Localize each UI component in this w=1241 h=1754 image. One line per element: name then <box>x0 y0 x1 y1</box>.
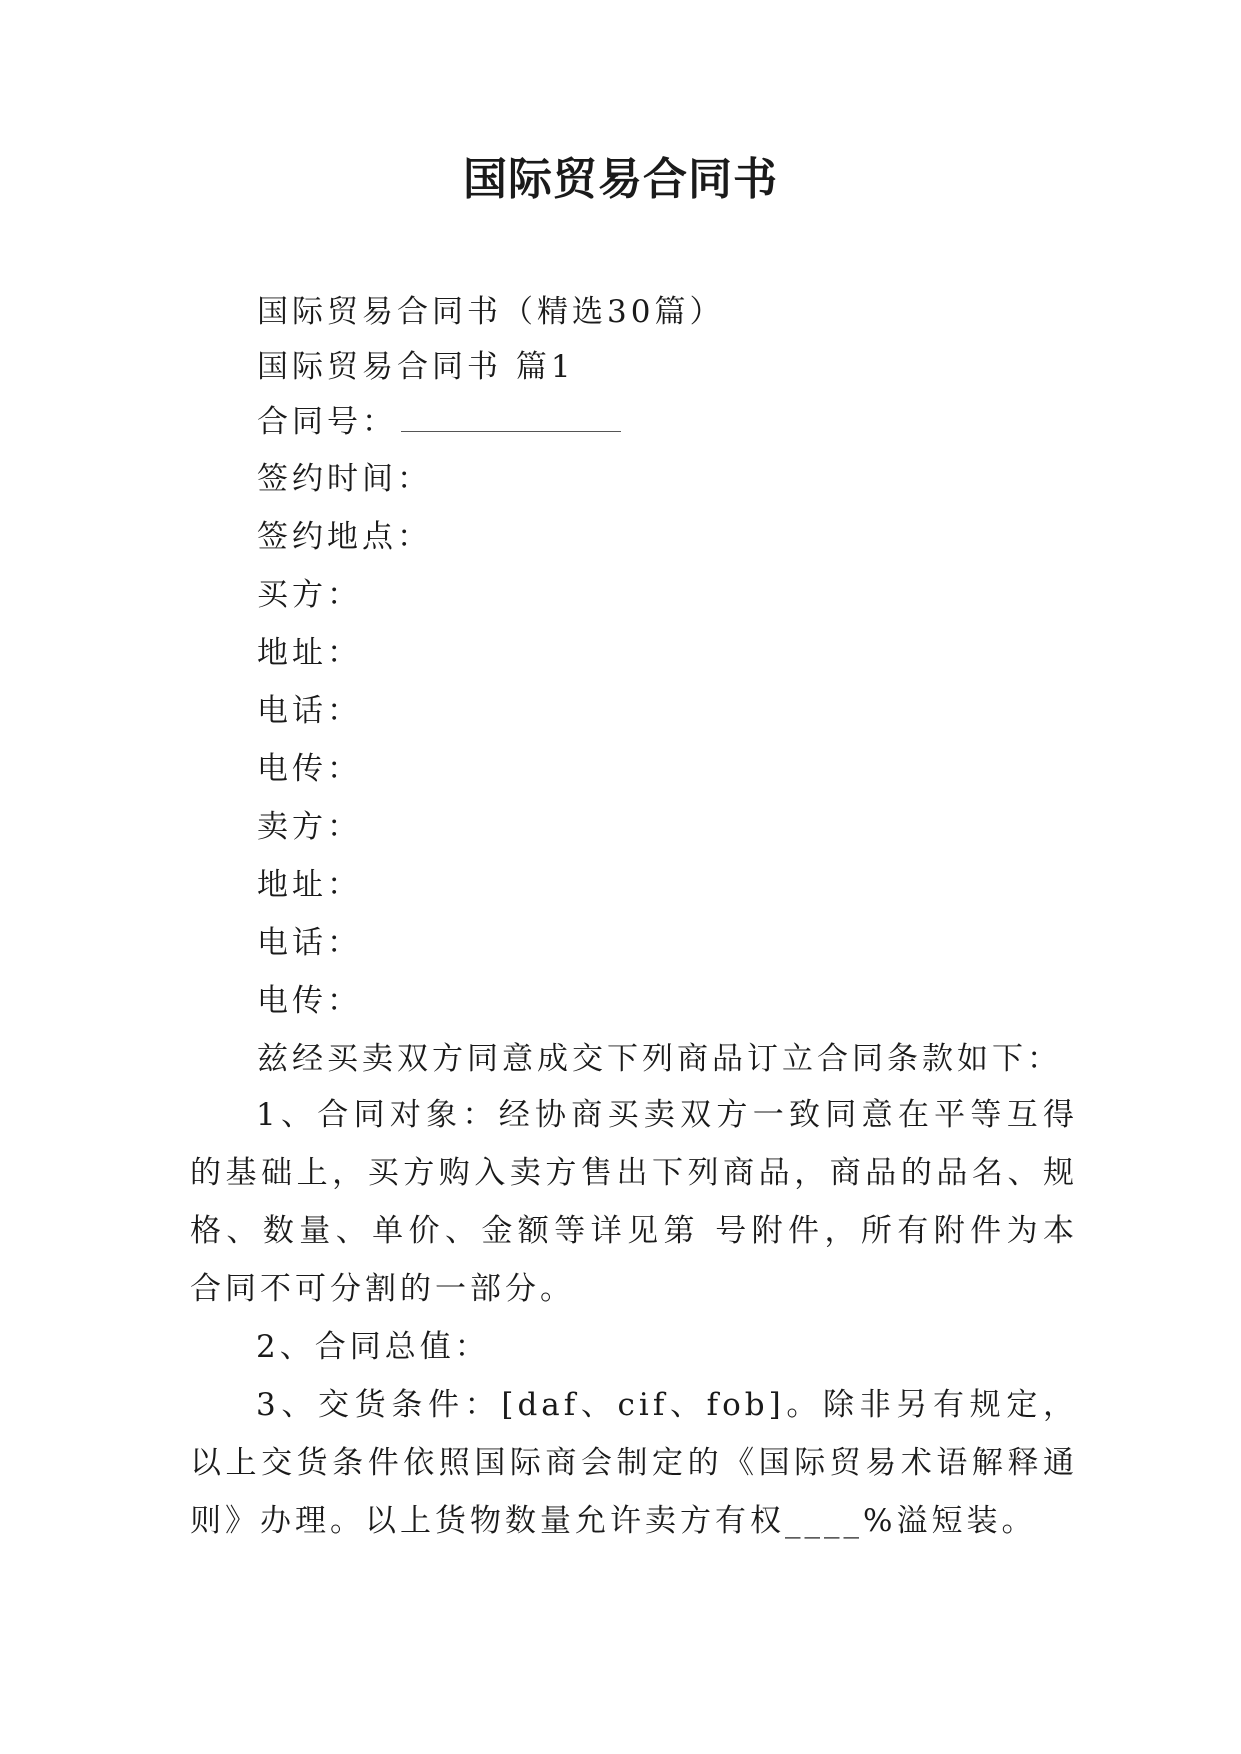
subtitle: 国际贸易合同书（精选30篇） <box>257 294 725 330</box>
field-buyer: 买方： <box>257 577 362 613</box>
field-signing-place: 签约地点： <box>257 519 432 555</box>
clause-2: 2、合同总值： <box>256 1329 490 1365</box>
field-buyer-address: 地址： <box>257 635 362 671</box>
contract-number-label: 合同号： <box>257 404 397 440</box>
contract-number-line <box>257 402 621 442</box>
field-seller: 卖方： <box>257 809 362 845</box>
intro-paragraph: 兹经买卖双方同意成交下列商品订立合同条款如下： <box>257 1041 1062 1077</box>
document-title: 国际贸易合同书 <box>463 154 778 205</box>
field-seller-telex: 电传： <box>257 983 362 1019</box>
field-signing-time: 签约时间： <box>257 461 432 497</box>
field-buyer-telex: 电传： <box>257 751 362 787</box>
contract-number-blank <box>401 407 621 432</box>
field-seller-phone: 电话： <box>257 925 362 961</box>
clause-1: 1、合同对象：经协商买卖双方一致同意在平等互得的基础上，买方购入卖方售出下列商品，商品的品名、规格、数量、单价、金额等详见第 号附件，所有附件为本合同不可分割的一部分。 <box>190 1097 1078 1307</box>
field-seller-address: 地址： <box>257 867 362 903</box>
section-heading: 国际贸易合同书 篇1 <box>257 349 575 385</box>
clause-3: 3、交货条件：[daf、cif、fob]。除非另有规定，以上交货条件依照国际商会制定的《国际贸易术语解释通则》办理。以上货物数量允许卖方有权____%溢短装。 <box>190 1387 1078 1539</box>
field-buyer-phone: 电话： <box>257 693 362 729</box>
